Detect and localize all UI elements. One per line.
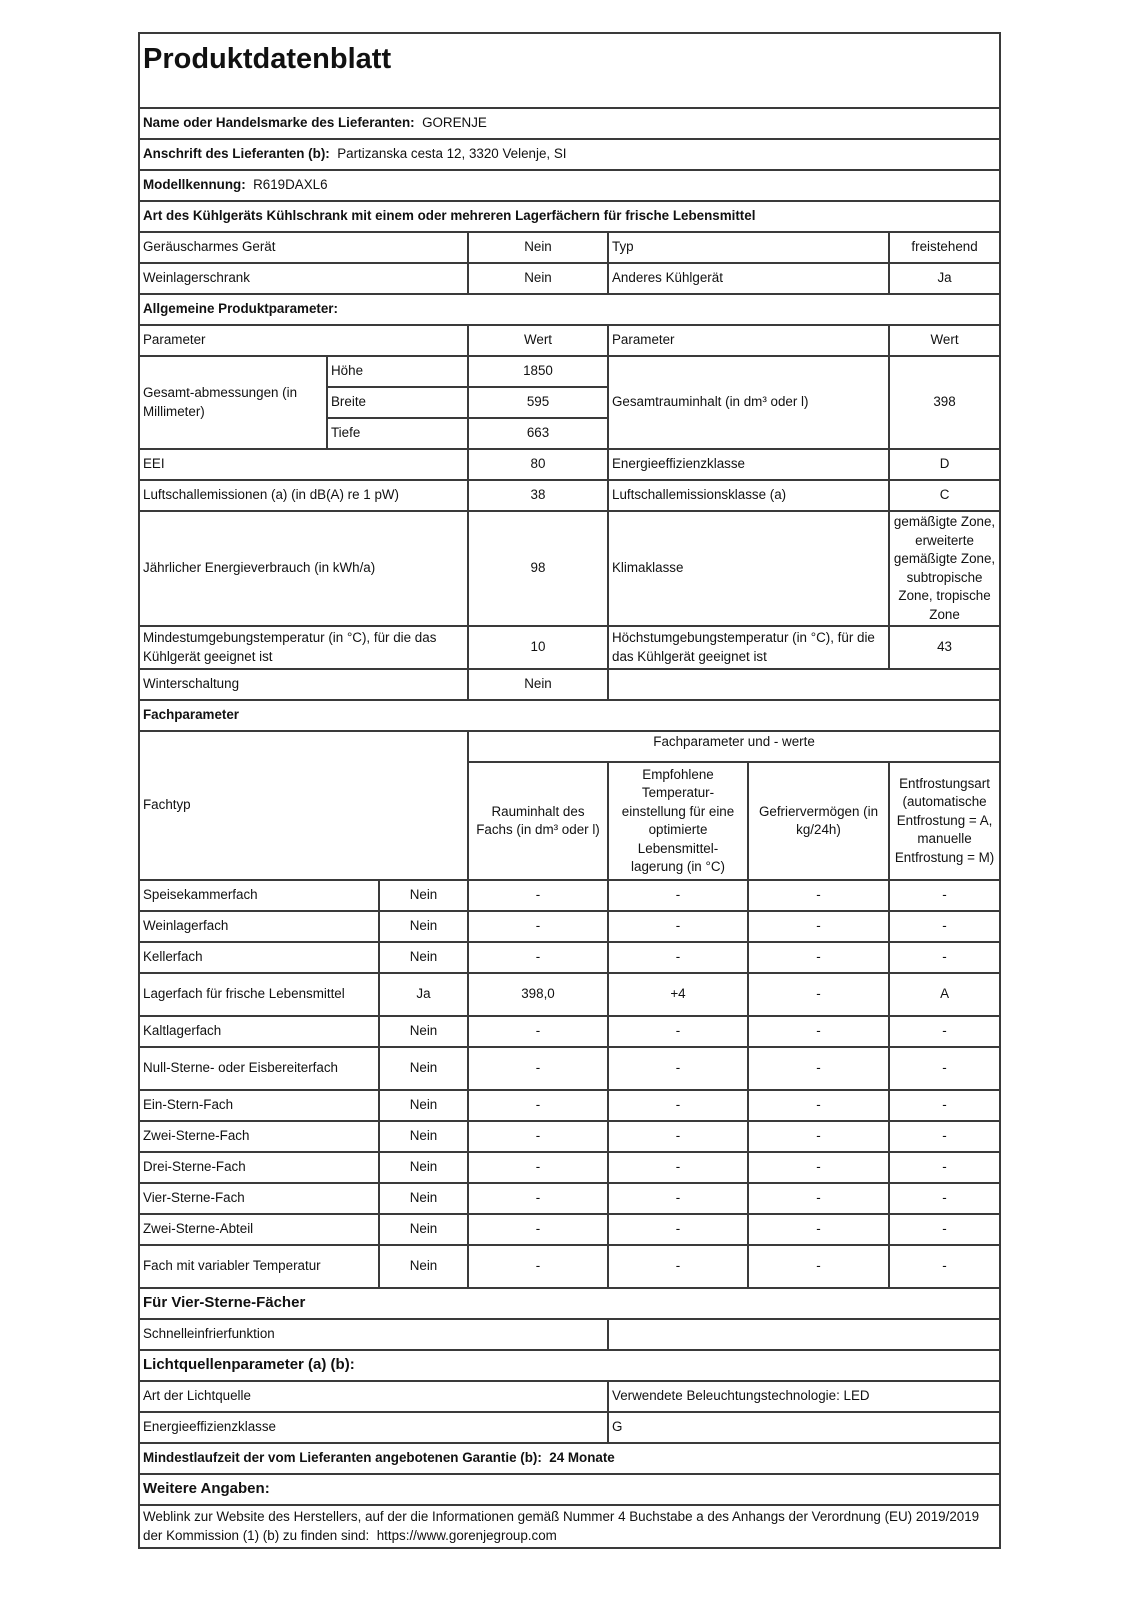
light-source-type-label: Art der Lichtquelle — [139, 1381, 608, 1412]
compartment-temperature: - — [608, 1047, 748, 1090]
compartment-freeze: - — [748, 942, 889, 973]
table-row — [139, 1047, 1000, 1090]
value-header-left: Wert — [468, 325, 608, 356]
weblink-text: Weblink zur Website des Herstellers, auf der die Informationen gemäß Nummer 4 Buchstabe a des Anhangs der Verordnung (EU) 2019/2019 der Kommission (1) (b) zu finden sind: — [143, 1509, 980, 1543]
energy-class-label: Energieeffizienzklasse — [608, 449, 889, 480]
lighting-technology-label: Verwendete Beleuchtungstechnologie: — [612, 1388, 840, 1404]
compartment-freeze: - — [748, 1245, 889, 1288]
warranty-label: Mindestlaufzeit der vom Lieferanten angebotenen Garantie (b): — [143, 1450, 542, 1466]
compartment-name: Lagerfach für frische Lebensmittel — [139, 973, 379, 1016]
volume-value: 398 — [889, 356, 1000, 449]
eei-value: 80 — [468, 449, 608, 480]
general-section-heading: Allgemeine Produktparameter: — [139, 294, 1000, 325]
compartment-name: Kaltlagerfach — [139, 1016, 379, 1047]
compartment-name: Ein-Stern-Fach — [139, 1090, 379, 1121]
table-row — [139, 973, 1000, 1016]
compartment-defrost: A — [889, 973, 1000, 1016]
light-energy-class-label: Energieeffizienzklasse — [139, 1412, 608, 1443]
compartment-present: Nein — [379, 1214, 468, 1245]
compartment-temperature: +4 — [608, 973, 748, 1016]
compartment-name: Weinlagerfach — [139, 911, 379, 942]
compartment-volume: - — [468, 1047, 608, 1090]
compartment-name: Vier-Sterne-Fach — [139, 1183, 379, 1214]
compartment-defrost: - — [889, 1121, 1000, 1152]
max-temp-value: 43 — [889, 626, 1000, 669]
lighting-technology-value: LED — [843, 1388, 870, 1404]
model-label: Modellkennung: — [143, 177, 246, 193]
compartment-name: Drei-Sterne-Fach — [139, 1152, 379, 1183]
quick-freeze-label: Schnelleinfrierfunktion — [139, 1319, 608, 1350]
depth-value: 663 — [468, 418, 608, 449]
lighting-technology-cell — [608, 1381, 1000, 1412]
typ-value: freistehend — [889, 232, 1000, 263]
data-sheet-table — [138, 32, 1001, 1549]
compartment-present: Nein — [379, 1047, 468, 1090]
compartment-volume: - — [468, 1016, 608, 1047]
compartment-temperature: - — [608, 1016, 748, 1047]
product-data-sheet — [138, 32, 1001, 1549]
manufacturer-weblink[interactable]: https://www.gorenjegroup.com — [376, 1527, 557, 1543]
appliance-type-label: Art des Kühlgeräts — [143, 208, 263, 224]
light-section-heading: Lichtquellenparameter (a) (b): — [139, 1350, 1000, 1381]
compartment-temperature: - — [608, 1183, 748, 1214]
compartment-rows — [139, 880, 1000, 1288]
winter-switch-label: Winterschaltung — [139, 669, 468, 700]
compartment-name: Null-Sterne- oder Eisbereiterfach — [139, 1047, 379, 1090]
volume-column-header: Rauminhalt des Fachs (in dm³ oder l) — [468, 762, 608, 880]
climate-class-label: Klimaklasse — [608, 511, 889, 626]
warranty-value: 24 Monate — [549, 1450, 615, 1466]
table-row — [139, 1152, 1000, 1183]
compartment-volume: 398,0 — [468, 973, 608, 1016]
noise-label: Luftschallemissionen (a) (in dB(A) re 1 pW) — [139, 480, 468, 511]
compartment-volume: - — [468, 911, 608, 942]
compartment-freeze: - — [748, 1121, 889, 1152]
compartment-present: Nein — [379, 1183, 468, 1214]
height-label: Höhe — [327, 356, 468, 387]
width-value: 595 — [468, 387, 608, 418]
low-noise-value: Nein — [468, 232, 608, 263]
freeze-capacity-column-header: Gefriervermögen (in kg/24h) — [748, 762, 889, 880]
supplier-address-value: Partizanska cesta 12, 3320 Velenje, SI — [337, 146, 567, 162]
compartment-freeze: - — [748, 1016, 889, 1047]
compartment-volume: - — [468, 942, 608, 973]
compartment-name: Speisekammerfach — [139, 880, 379, 911]
compartment-present: Nein — [379, 1245, 468, 1288]
width-label: Breite — [327, 387, 468, 418]
table-row — [139, 1121, 1000, 1152]
supplier-name-value: GORENJE — [422, 115, 487, 131]
compartment-name: Zwei-Sterne-Fach — [139, 1121, 379, 1152]
noise-value: 38 — [468, 480, 608, 511]
table-row — [139, 1183, 1000, 1214]
compartment-temperature: - — [608, 1214, 748, 1245]
weblink-row — [139, 1505, 1000, 1548]
table-row — [139, 1016, 1000, 1047]
wine-cabinet-value: Nein — [468, 263, 608, 294]
compartment-defrost: - — [889, 1152, 1000, 1183]
wine-cabinet-label: Weinlagerschrank — [139, 263, 468, 294]
compartment-freeze: - — [748, 1090, 889, 1121]
min-temp-value: 10 — [468, 626, 608, 669]
compartment-present: Nein — [379, 1152, 468, 1183]
table-row — [139, 1090, 1000, 1121]
climate-class-value: gemäßigte Zone, erweiterte gemäßigte Zone, subtropische Zone, tropische Zone — [889, 511, 1000, 626]
param-header-right: Parameter — [608, 325, 889, 356]
temperature-column-header: Empfohlene Temperatur-einstellung für eine optimierte Lebensmittel-lagerung (in °C) — [608, 762, 748, 880]
compartments-section-heading: Fachparameter — [139, 700, 1000, 731]
min-temp-label: Mindestumgebungstemperatur (in °C), für die das Kühlgerät geeignet ist — [139, 626, 468, 669]
empty-cell — [608, 669, 1000, 700]
page-title: Produktdatenblatt — [139, 33, 1000, 108]
volume-label: Gesamtrauminhalt (in dm³ oder l) — [608, 356, 889, 449]
dimensions-label: Gesamt-abmessungen (in Millimeter) — [139, 356, 327, 449]
compartment-temperature: - — [608, 880, 748, 911]
compartment-temperature: - — [608, 1121, 748, 1152]
compartment-freeze: - — [748, 880, 889, 911]
light-energy-class-value: G — [608, 1412, 1000, 1443]
max-temp-label: Höchstumgebungstemperatur (in °C), für die das Kühlgerät geeignet ist — [608, 626, 889, 669]
further-info-section-heading: Weitere Angaben: — [139, 1474, 1000, 1505]
compartment-volume: - — [468, 1090, 608, 1121]
compartment-volume: - — [468, 880, 608, 911]
compartment-freeze: - — [748, 1183, 889, 1214]
compartment-freeze: - — [748, 1047, 889, 1090]
compartment-temperature: - — [608, 942, 748, 973]
compartment-params-group-header: Fachparameter und - werte — [468, 731, 1000, 762]
compartment-defrost: - — [889, 942, 1000, 973]
low-noise-label: Geräuscharmes Gerät — [139, 232, 468, 263]
compartment-present: Nein — [379, 1121, 468, 1152]
supplier-address-row — [139, 139, 1000, 170]
compartment-defrost: - — [889, 1090, 1000, 1121]
quick-freeze-value — [608, 1319, 1000, 1350]
depth-label: Tiefe — [327, 418, 468, 449]
value-header-right: Wert — [889, 325, 1000, 356]
compartment-temperature: - — [608, 911, 748, 942]
noise-class-value: C — [889, 480, 1000, 511]
compartment-present: Ja — [379, 973, 468, 1016]
compartment-freeze: - — [748, 1152, 889, 1183]
param-header-left: Parameter — [139, 325, 468, 356]
compartment-temperature: - — [608, 1245, 748, 1288]
compartment-present: Nein — [379, 1090, 468, 1121]
compartment-defrost: - — [889, 911, 1000, 942]
compartment-defrost: - — [889, 1214, 1000, 1245]
compartment-temperature: - — [608, 1090, 748, 1121]
compartment-freeze: - — [748, 1214, 889, 1245]
appliance-type-row — [139, 201, 1000, 232]
consumption-value: 98 — [468, 511, 608, 626]
compartment-temperature: - — [608, 1152, 748, 1183]
typ-label: Typ — [608, 232, 889, 263]
supplier-name-row — [139, 108, 1000, 139]
consumption-label: Jährlicher Energieverbrauch (in kWh/a) — [139, 511, 468, 626]
compartment-volume: - — [468, 1183, 608, 1214]
four-star-section-heading: Für Vier-Sterne-Fächer — [139, 1288, 1000, 1319]
compartment-present: Nein — [379, 1016, 468, 1047]
model-row — [139, 170, 1000, 201]
energy-class-value: D — [889, 449, 1000, 480]
compartment-volume: - — [468, 1214, 608, 1245]
compartment-present: Nein — [379, 942, 468, 973]
compartment-defrost: - — [889, 1245, 1000, 1288]
appliance-type-value: Kühlschrank mit einem oder mehreren Lagerfächern für frische Lebensmittel — [266, 208, 756, 224]
compartment-volume: - — [468, 1121, 608, 1152]
compartment-defrost: - — [889, 880, 1000, 911]
compartment-defrost: - — [889, 1183, 1000, 1214]
compartment-present: Nein — [379, 911, 468, 942]
table-row — [139, 942, 1000, 973]
other-appliance-label: Anderes Kühlgerät — [608, 263, 889, 294]
table-row — [139, 880, 1000, 911]
compartment-freeze: - — [748, 973, 889, 1016]
table-row — [139, 1214, 1000, 1245]
compartment-name: Zwei-Sterne-Abteil — [139, 1214, 379, 1245]
defrost-column-header: Entfrostungsart (automatische Entfrostung = A, manuelle Entfrostung = M) — [889, 762, 1000, 880]
model-value: R619DAXL6 — [253, 177, 328, 193]
compartment-defrost: - — [889, 1016, 1000, 1047]
eei-label: EEI — [139, 449, 468, 480]
supplier-address-label: Anschrift des Lieferanten (b): — [143, 146, 330, 162]
compartment-defrost: - — [889, 1047, 1000, 1090]
table-row — [139, 911, 1000, 942]
noise-class-label: Luftschallemissionsklasse (a) — [608, 480, 889, 511]
compartment-name: Fach mit variabler Temperatur — [139, 1245, 379, 1288]
compartment-freeze: - — [748, 911, 889, 942]
compartment-present: Nein — [379, 880, 468, 911]
supplier-name-label: Name oder Handelsmarke des Lieferanten: — [143, 115, 415, 131]
compartment-type-header: Fachtyp — [139, 731, 468, 880]
height-value: 1850 — [468, 356, 608, 387]
other-appliance-value: Ja — [889, 263, 1000, 294]
compartment-name: Kellerfach — [139, 942, 379, 973]
winter-switch-value: Nein — [468, 669, 608, 700]
compartment-volume: - — [468, 1245, 608, 1288]
warranty-row — [139, 1443, 1000, 1474]
compartment-volume: - — [468, 1152, 608, 1183]
table-row — [139, 1245, 1000, 1288]
